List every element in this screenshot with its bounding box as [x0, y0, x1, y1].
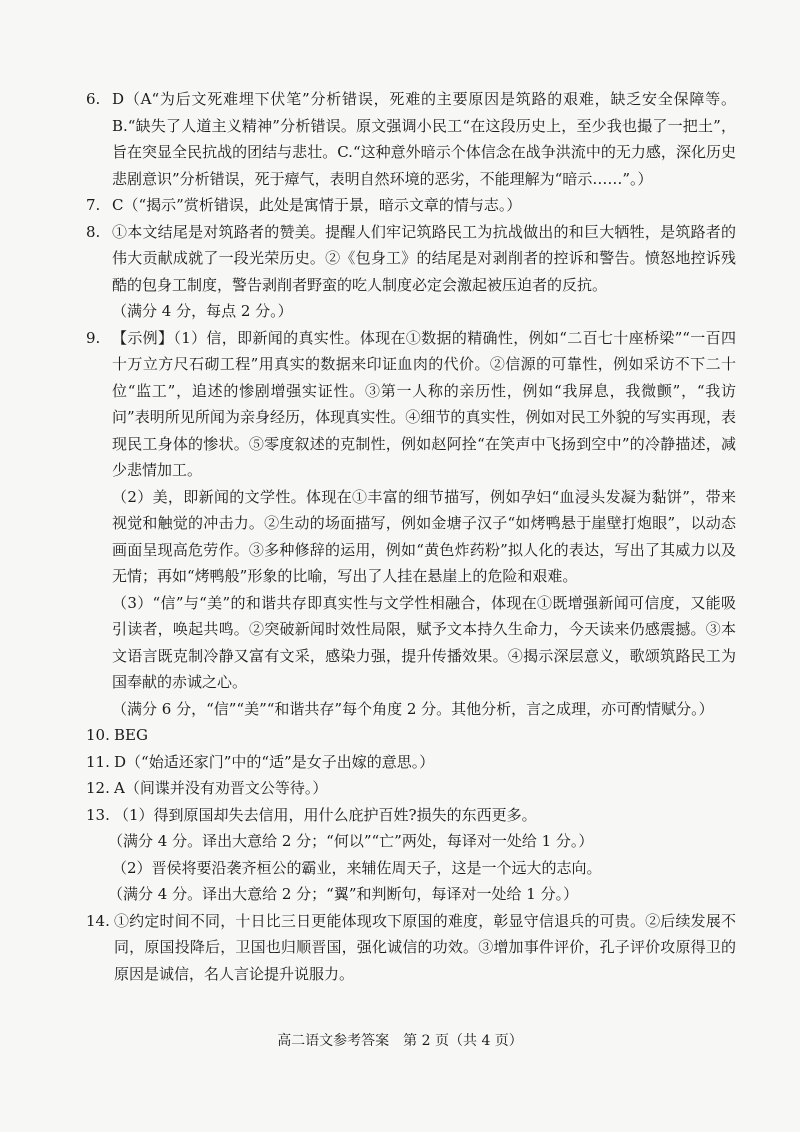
- answer-text: D（A“为后文死难埋下伏笔”分析错误，死难的主要原因是筑路的艰难，缺乏安全保障等。B.“缺失了人道主义精神”分析错误。原文强调小民工“在这段历史上，至少我也撮了一把土”，旨在突显全民抗战的团结与悲壮。C.“这种意外暗示个体信念在战争洪流中的无力感，深化历史悲剧意识”分析错误，死于瘴气，表明自然环境的恶劣，不能理解为“暗示……”。）: [112, 90, 736, 188]
- scoring-note: （满分 4 分。译出大意给 2 分；“翼”和判断句，每译对一处给 1 分。）: [108, 885, 579, 903]
- answer-8: [86, 219, 736, 325]
- answer-text: A（间谍并没有劝晋文公等待。）: [114, 779, 328, 797]
- answer-list: [86, 86, 736, 987]
- answer-9: [86, 325, 736, 723]
- scoring-note: （满分 4 分。译出大意给 2 分；“何以”“亡”两处，每译对一处给 1 分。）: [108, 832, 594, 850]
- answer-10: [86, 722, 736, 749]
- page-footer: 高二语文参考答案 第 2 页（共 4 页）: [277, 1033, 523, 1049]
- answer-11: [86, 749, 736, 776]
- item-number: 10.: [86, 726, 110, 744]
- scoring-note: （满分 6 分，“信”“美”“和谐共存”每个角度 2 分。其他分析，言之成理，亦可酌情赋分。）: [112, 699, 714, 718]
- answer-6: [86, 86, 736, 192]
- item-number: 13.: [86, 805, 110, 824]
- item-number: 14.: [86, 911, 110, 930]
- answer-text: BEG: [114, 726, 148, 744]
- item-number: 6.: [86, 90, 101, 108]
- item-number: 9.: [86, 328, 101, 347]
- answer-12: [86, 775, 736, 802]
- item-number: 7.: [86, 196, 101, 214]
- answer-paragraph: （2）美，即新闻的文学性。体现在①丰富的细节描写，例如孕妇“血浸头发凝为黏饼”，带来视觉和触觉的冲击力。②生动的场面描写，例如金塘子汉子“如烤鸭悬于崖壁打炮眼”，以动态画面呈现高危劳作。③多种修辞的运用，例如“黄色炸药粉”拟人化的表达，写出了其威力以及无情；再如“烤鸭般”形象的比喻，写出了人挂在悬崖上的危险和艰难。: [112, 487, 736, 585]
- answer-paragraph: （2）晋侯将要沿袭齐桓公的霸业，来辅佐周天子，这是一个远大的志向。: [112, 858, 602, 877]
- answer-text: ①约定时间不同，十日比三日更能体现攻下原国的难度，彰显守信退兵的可贵。②后续发展不同，原国投降后，卫国也归顺晋国，强化诚信的功效。③增加事件评价，孔子评价攻原得卫的原因是诚信，名人言论提升说服力。: [114, 911, 736, 983]
- answer-text: ①本文结尾是对筑路者的赞美。提醒人们牢记筑路民工为抗战做出的和巨大牺牲，是筑路者的伟大贡献成就了一段光荣历史。②《包身工》的结尾是对剥削者的控诉和警告。愤怒地控诉残酷的包身工制度，警告剥削者野蛮的吃人制度必定会激起被压迫者的反抗。: [112, 222, 736, 294]
- item-number: 8.: [86, 222, 101, 241]
- scoring-note: （满分 4 分，每点 2 分。）: [112, 302, 293, 320]
- answer-text: D（“始适还家门”中的“适”是女子出嫁的意思。）: [114, 752, 435, 771]
- answer-7: [86, 192, 736, 219]
- answer-text: 【示例】（1）信，即新闻的真实性。体现在①数据的精确性，例如“二百七十座桥梁”“一百四十万立方尺石砌工程”用真实的数据来印证血肉的代价。②信源的可靠性，例如采访不下二十位“监工”，追述的惨剧增强实证性。③第一人称的亲历性，例如“我屏息，我微颤”，“我访问”表明所见所闻为亲身经历，体现真实性。④细节的真实性，例如对民工外貌的写实再现，表现民工身体的惨状。⑤零度叙述的克制性，例如赵阿拴“在笑声中飞扬到空中”的冷静描述，减少悲情加工。: [112, 328, 736, 479]
- item-number: 12.: [86, 779, 110, 797]
- answer-paragraph: （3）“信”与“美”的和谐共存即真实性与文学性相融合，体现在①既增强新闻可信度，又能吸引读者，唤起共鸣。②突破新闻时效性局限，赋予文本持久生命力，今天读来仍感震撼。③本文语言既克制冷静又富有文采，感染力强，提升传播效果。④揭示深层意义，歌颂筑路民工为国奉献的赤诚之心。: [112, 593, 736, 691]
- answer-13: [86, 802, 736, 908]
- answer-14: [86, 908, 736, 988]
- answer-text: （1）得到原国却失去信用，用什么庇护百姓?损失的东西更多。: [114, 805, 537, 824]
- item-number: 11.: [86, 752, 110, 771]
- answer-text: C（“揭示”赏析错误，此处是寓情于景，暗示文章的情与志。）: [112, 196, 522, 214]
